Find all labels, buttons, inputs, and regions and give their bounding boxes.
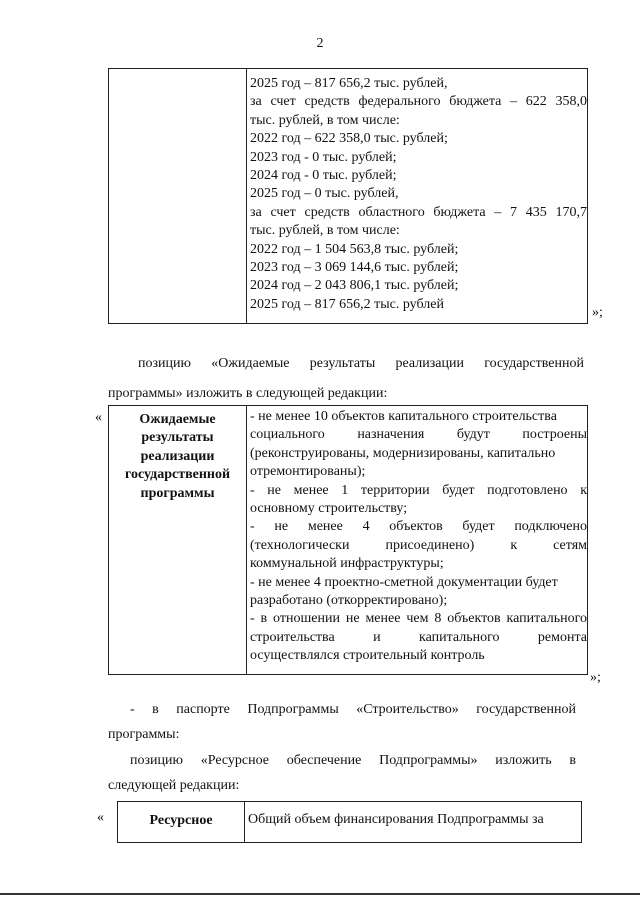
text-line: 2025 год – 0 тыс. рублей, xyxy=(250,186,399,202)
financing-table xyxy=(108,68,588,324)
text-line: 2022 год – 1 504 563,8 тыс. рублей; xyxy=(250,241,459,257)
expected-results-open-quote: « xyxy=(95,410,102,425)
expected-results-instruction xyxy=(108,355,584,403)
text-line: за счет средств федерального бюджета – 622 358,0 xyxy=(250,94,587,110)
text-line: 2025 год – 817 656,2 тыс. рублей xyxy=(250,296,444,312)
text-line: строительства и капитального ремонта xyxy=(250,629,587,645)
paragraph-line: программы: xyxy=(108,727,180,742)
header-line: реализации xyxy=(140,448,215,464)
text-line: осуществлялся строительный контроль xyxy=(250,648,485,664)
text-line: 2024 год – 2 043 806,1 тыс. рублей; xyxy=(250,278,459,294)
text-line: отремонтированы); xyxy=(250,464,366,480)
text-line: - не менее 4 проектно-сметной документации будет xyxy=(250,574,558,590)
text-line: 2025 год – 817 656,2 тыс. рублей, xyxy=(250,76,448,91)
text-line: 2023 год – 3 069 144,6 тыс. рублей; xyxy=(250,260,459,276)
expected-results-text-cell xyxy=(247,406,588,675)
text-line: - не менее 10 объектов капитального строительства xyxy=(250,409,557,424)
text-line: (технологически присоединено) к сетям xyxy=(250,537,587,553)
resource-open-quote: « xyxy=(97,810,104,825)
text-line: 2022 год – 622 358,0 тыс. рублей; xyxy=(250,131,448,147)
financing-lines xyxy=(247,69,587,314)
text-line: - в отношении не менее чем 8 объектов капитального xyxy=(250,611,587,627)
text-line: тыс. рублей, в том числе: xyxy=(250,112,400,128)
expected-results-header xyxy=(109,406,246,503)
header-line: результаты xyxy=(141,430,214,446)
page-number: 2 xyxy=(316,36,324,51)
header-line: программы xyxy=(140,485,215,501)
text-line: за счет средств областного бюджета – 7 435 170,7 xyxy=(250,204,587,220)
expected-results-header-cell xyxy=(109,406,247,675)
text-line: основному строительству; xyxy=(250,501,408,517)
resource-header: Ресурсное xyxy=(149,813,213,828)
resource-provision-instruction xyxy=(108,752,576,795)
header-line: Ожидаемые xyxy=(139,412,216,427)
text-line: тыс. рублей, в том числе: xyxy=(250,223,400,239)
text-line: - не менее 1 территории будет подготовлено к xyxy=(250,482,587,498)
subprogram-passport-instruction xyxy=(108,701,576,744)
page-bottom-rule xyxy=(0,893,640,895)
expected-results-lines xyxy=(247,406,587,666)
text-line: (реконструированы, модернизированы, капитально xyxy=(250,445,556,461)
paragraph-line: программы» изложить в следующей редакции: xyxy=(108,386,388,401)
text-line: социального назначения будут построены xyxy=(250,427,587,443)
expected-results-closing-quote: »; xyxy=(590,670,601,685)
text-line: 2024 год - 0 тыс. рублей; xyxy=(250,168,397,184)
paragraph-line: позицию «Ресурсное обеспечение Подпрограммы» изложить в xyxy=(130,753,576,768)
financing-table-right-cell xyxy=(247,69,588,324)
resource-table xyxy=(117,801,582,843)
resource-text-cell xyxy=(245,802,582,843)
paragraph-line: следующей редакции: xyxy=(108,778,240,793)
financing-table-left-cell xyxy=(109,69,247,324)
text-line: коммунальной инфраструктуры; xyxy=(250,556,444,572)
paragraph-line: позицию «Ожидаемые результаты реализации государственной xyxy=(138,356,584,371)
resource-header-cell xyxy=(118,802,245,843)
text-line: разработано (откорректировано); xyxy=(250,593,448,609)
text-line: - не менее 4 объектов будет подключено xyxy=(250,519,587,535)
text-line: 2023 год - 0 тыс. рублей; xyxy=(250,149,397,165)
header-line: государственной xyxy=(124,467,231,483)
expected-results-table xyxy=(108,405,588,675)
resource-text: Общий объем финансирования Подпрограммы за xyxy=(248,812,544,827)
financing-closing-quote: »; xyxy=(592,305,603,320)
paragraph-line: - в паспорте Подпрограммы «Строительство» государственной xyxy=(130,702,576,717)
